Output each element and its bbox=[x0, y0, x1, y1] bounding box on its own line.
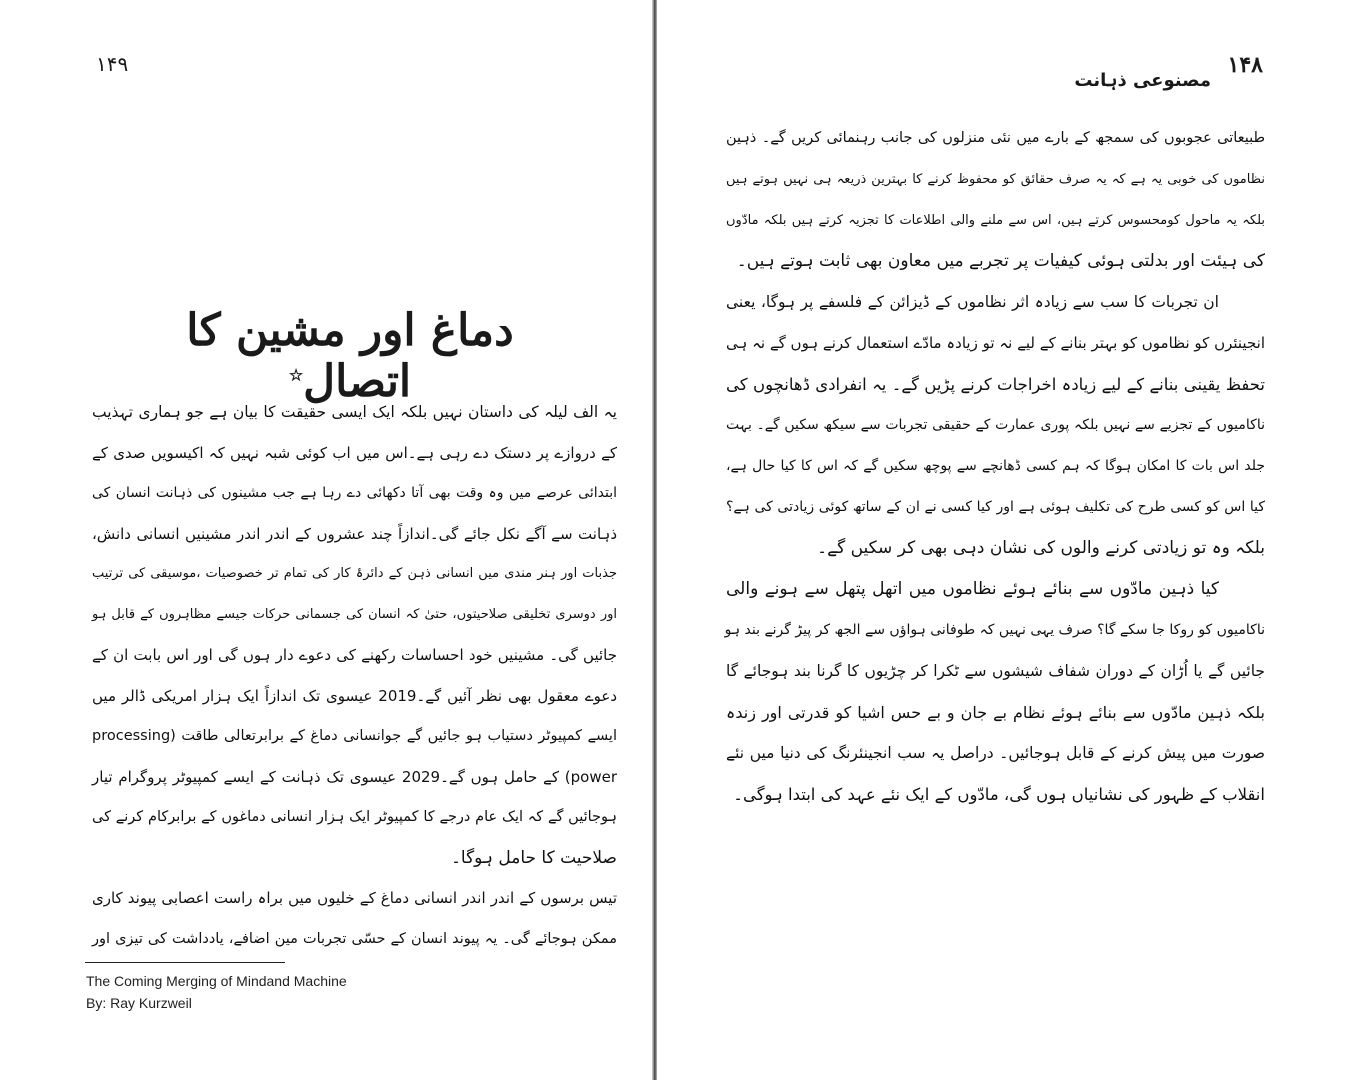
footnote-divider bbox=[85, 962, 285, 963]
footnote-source-title: The Coming Merging of Mindand Machine bbox=[86, 973, 347, 989]
text-line: نظاموں کی خوبی یہ ہے کہ یہ صرف حقائق کو محفوظ کرنے کا بہترین ذریعہ ہی نہیں ہوتے ہیں bbox=[726, 172, 1265, 187]
text-line: انقلاب کے ظہور کی نشانیاں ہوں گی، مادّوں کے ایک نئے عہد کی ابتدا ہوگی۔ bbox=[733, 785, 1265, 804]
text-line: ذہانت سے آگے نکل جائے گی۔اندازاً چند عشروں کے اندر اندر مشینیں انسانی دانش، bbox=[92, 524, 617, 543]
paragraph bbox=[92, 878, 617, 959]
text-line: ان تجربات کا سب سے زیادہ اثر نظاموں کے ڈیزائن کے فلسفے پر ہوگا، یعنی bbox=[726, 293, 1219, 311]
running-head: مصنوعی ذہانت bbox=[1074, 70, 1211, 91]
text-line: جائیں گے یا اُڑان کے دوران شفاف شیشوں سے ٹکرا کر چڑیوں کا گرنا بند ہوجائے گا bbox=[726, 662, 1265, 680]
paragraph bbox=[726, 610, 1265, 815]
text-line: ناکامیوں کو روکا جا سکے گا؟ صرف یہی نہیں کہ طوفانی ہواؤں سے الجھ کر پیڑ گرنے بند ہو bbox=[724, 622, 1265, 638]
text-line: ہوجائیں گے کہ ایک عام درجے کا کمپیوٹر ایک ہزار انسانی دماغوں کے برابرکام کرنے کی bbox=[92, 809, 617, 825]
text-line: جائیں گی۔ مشینیں خود احساسات رکھنے کی دعوے دار ہوں گی اور اس بابت ان کے bbox=[92, 646, 617, 664]
text-line: کیا ذہین مادّوں سے بنائے ہوئے نظاموں میں اتھل پتھل سے ہونے والی bbox=[726, 579, 1219, 599]
left-page bbox=[0, 0, 652, 1080]
text-line: ابتدائی عرصے میں وہ وقت بھی آتا دکھائی دے رہا ہے جب مشینوں کی ذہانت انسان کی bbox=[92, 485, 617, 501]
text-line: صلاحیت کا حامل ہوگا۔ bbox=[450, 847, 617, 868]
text-line: ناکامیوں کے تجزیے سے نہیں بلکہ پوری عمارت کے حقیقی تجربات سے سیکھ سکیں گے۔ بہت bbox=[726, 417, 1265, 433]
paragraph bbox=[726, 569, 1265, 610]
chapter-title-text: دماغ اور مشین کا اتصال bbox=[186, 305, 514, 407]
text-line: بلکہ وہ تو زیادتی کرنے والوں کی نشان دہی بھی کر سکیں گے۔ bbox=[817, 538, 1265, 558]
text-line: ممکن ہوجائے گی۔ یہ پیوند انسان کے حسّی تجربات مین اضافے، یادداشت کی تیزی اور bbox=[92, 930, 617, 947]
text-line: طبیعاتی عجوبوں کی سمجھ کے بارے میں نئی منزلوں کی جانب رہنمائی کریں گے۔ ذہین bbox=[726, 130, 1265, 146]
text-line: جلد اس بات کا امکان ہوگا کہ ہم کسی ڈھانچے سے پوچھ سکیں گے کہ اس کا کیا حال ہے، bbox=[726, 458, 1265, 474]
text-line: صورت میں پیش کرنے کے قابل ہوجائیں۔ دراصل یہ سب انجینئرنگ کی دنیا میں نئے bbox=[726, 744, 1265, 762]
paragraph bbox=[726, 282, 1265, 323]
text-line: تحفظ یقینی بنانے کے لیے زیادہ اخراجات کرنے پڑیں گے۔ یہ انفرادی ڈھانچوں کی bbox=[726, 375, 1265, 394]
text-line: دعوے معقول بھی نظر آئیں گے۔2019 عیسوی تک اندازاً ایک ہزار امریکی ڈالر میں bbox=[92, 686, 618, 705]
text-line: کے دروازے پر دستک دے رہی ہے۔اس میں اب کوئی شبہ نہیں کہ اکیسویں صدی کے bbox=[92, 443, 617, 462]
text-line: power) کے حامل ہوں گے۔2029 عیسوی تک ذہانت کے ایسے کمپیوٹر پروگرام تیار bbox=[92, 767, 617, 786]
paragraph bbox=[92, 392, 617, 878]
page-number: ۱۴۸ bbox=[1227, 52, 1263, 78]
left-body-text bbox=[92, 392, 617, 959]
text-line: بلکہ یہ ماحول کومحسوس کرتے ہیں، اس سے ملنے والی اطلاعات کا تجزیہ کرتے ہیں بلکہ مادّوں bbox=[726, 213, 1265, 228]
right-body-text bbox=[726, 118, 1265, 815]
paragraph bbox=[726, 323, 1265, 569]
text-line: انجینئرں کو نظاموں کو بہتر بنانے کے لیے نہ تو زیادہ مادّے استعمال کرنے ہوں گے نہ ہی bbox=[726, 334, 1265, 352]
text-line: بلکہ ذہین مادّوں سے بنائے ہوئے نظام بے جان و بے حس اشیا کو قدرتی اور زندہ bbox=[726, 703, 1265, 722]
text-line: اور دوسری تخلیقی صلاحیتوں، حتیٰ کہ انسان کی جسمانی حرکات جیسے مظاہروں کے قابل ہو bbox=[92, 606, 617, 622]
text-line: کیا اس کو کسی طرح کی تکلیف ہوئی ہے اور کیا کسی نے ان کے ساتھ کوئی زیادتی کی ہے؟ bbox=[726, 499, 1265, 515]
text-line: یہ الف لیلہ کی داستان نہیں بلکہ ایک ایسی حقیقت کا بیان ہے جو ہماری تہذیب bbox=[92, 403, 617, 421]
right-page bbox=[657, 0, 1371, 1080]
footnote-star-icon: ☆ bbox=[288, 365, 304, 385]
text-line: ایسے کمپیوٹر دستیاب ہو جائیں گے جوانسانی دماغ کے برابرتعالی طاقت (processing bbox=[92, 728, 617, 744]
footnote-author: By: Ray Kurzweil bbox=[86, 995, 192, 1011]
paragraph bbox=[726, 118, 1265, 282]
text-line: کی ہیئت اور بدلتی ہوئی کیفیات پر تجربے میں معاون بھی ثابت ہوتے ہیں۔ bbox=[736, 251, 1265, 271]
page-number: ۱۴۹ bbox=[96, 52, 129, 76]
text-line: تیس برسوں کے اندر اندر انسانی دماغ کے خلیوں میں براہ راست اعصابی پیوند کاری bbox=[92, 889, 617, 907]
footnote bbox=[86, 970, 347, 1014]
text-line: جذبات اور ہنر مندی میں انسانی ذہن کے دائرۂ کار کی تمام تر خصوصیات ،موسیقی کی ترتیب bbox=[92, 566, 617, 581]
